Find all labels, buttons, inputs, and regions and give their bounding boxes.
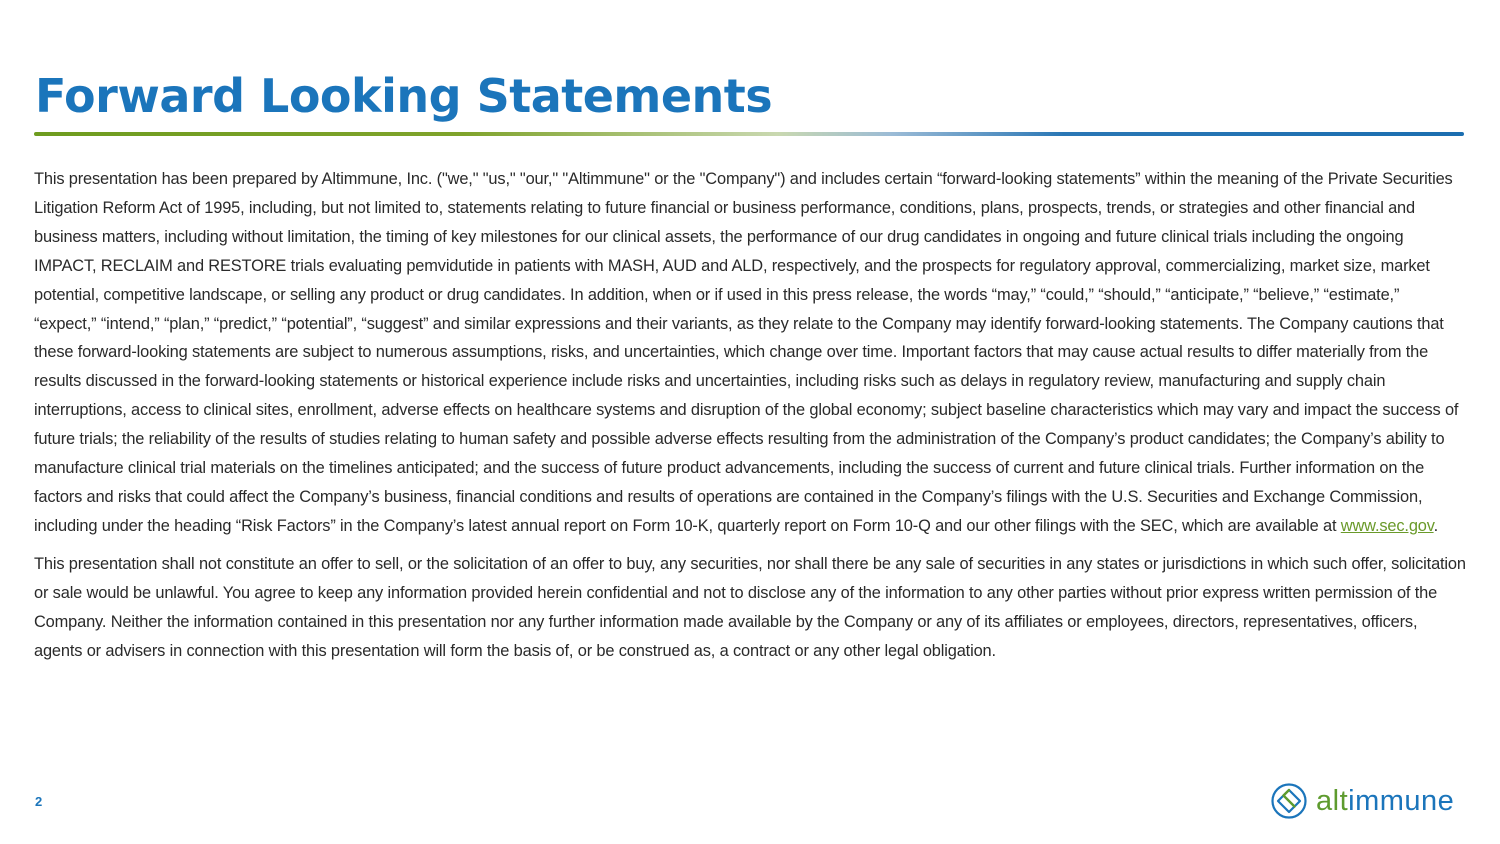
disclaimer-body [34, 165, 1466, 665]
paragraph-forward-looking-text: This presentation has been prepared by Altimmune, Inc. ("we," "us," "our," "Altimmune" or the "Company") and includes certain “forward-looking statements” within the meaning of the Private Securities Litigation Reform Act of 1995, including, but not limited to, statements relating to future financial or business performance, conditions, plans, prospects, trends, or strategies and other financial and business matters, including without limitation, the timing of key milestones for our clinical assets, the performance of our drug candidates in ongoing and future clinical trials including the ongoing IMPACT, RECLAIM and RESTORE trials evaluating pemvidutide in patients with MASH, AUD and ALD, respectively, and the prospects for regulatory approval, commercializing, market size, market potential, competitive landscape, or selling any product or drug candidates. In addition, when or if used in this press release, the words “may,” “could,” “should,” “anticipate,” “believe,” “estimate,” “expect,” “intend,” “plan,” “predict,” “potential”, “suggest” and similar expressions and their variants, as they relate to the Company may identify forward-looking statements. The Company cautions that these forward-looking statements are subject to numerous assumptions, risks, and uncertainties, which change over time. Important factors that may cause actual results to differ materially from the results discussed in the forward-looking statements or historical experience include risks and uncertainties, including risks such as delays in regulatory review, manufacturing and supply chain interruptions, access to clinical sites, enrollment, adverse effects on healthcare systems and disruption of the global economy; subject baseline characteristics which may vary and impact the success of future trials; the reliability of the results of studies relating to human safety and possible adverse effects resulting from the administration of the Company’s product candidates; the Company’s ability to manufacture clinical trial materials on the timelines anticipated; and the success of future product advancements, including the success of current and future clinical trials. Further information on the factors and risks that could affect the Company’s business, financial conditions and results of operations are contained in the Company’s filings with the U.S. Securities and Exchange Commission, including under the heading “Risk Factors” in the Company’s latest annual report on Form 10-K, quarterly report on Form 10-Q and our other filings with the SEC, which are available at [34, 170, 1459, 535]
logo-wordmark-prefix: alt [1316, 785, 1349, 817]
altimmune-diamond-icon [1270, 782, 1308, 820]
page-title: Forward Looking Statements [35, 69, 773, 123]
paragraph-forward-looking [34, 165, 1466, 541]
sec-link[interactable]: www.sec.gov [1340, 516, 1434, 535]
page-number: 2 [35, 794, 43, 809]
paragraph-no-offer: This presentation shall not constitute an offer to sell, or the solicitation of an offer to buy, any securities, nor shall there be any sale of securities in any states or jurisdictions in which such offer, solicitation or sale would be unlawful. You agree to keep any information provided herein confidential and not to disclose any of the information to any other parties without prior express written permission of the Company. Neither the information contained in this presentation nor any further information made available by the Company or any of its affiliates or employees, directors, representatives, officers, agents or advisers in connection with this presentation will form the basis of, or be construed as, a contract or any other legal obligation. [34, 554, 1466, 660]
altimmune-logo [1270, 781, 1454, 821]
logo-wordmark-suffix: immune [1348, 785, 1455, 817]
logo-wordmark [1316, 783, 1454, 819]
paragraph-end-punctuation: . [1433, 516, 1438, 535]
title-divider [34, 132, 1464, 136]
